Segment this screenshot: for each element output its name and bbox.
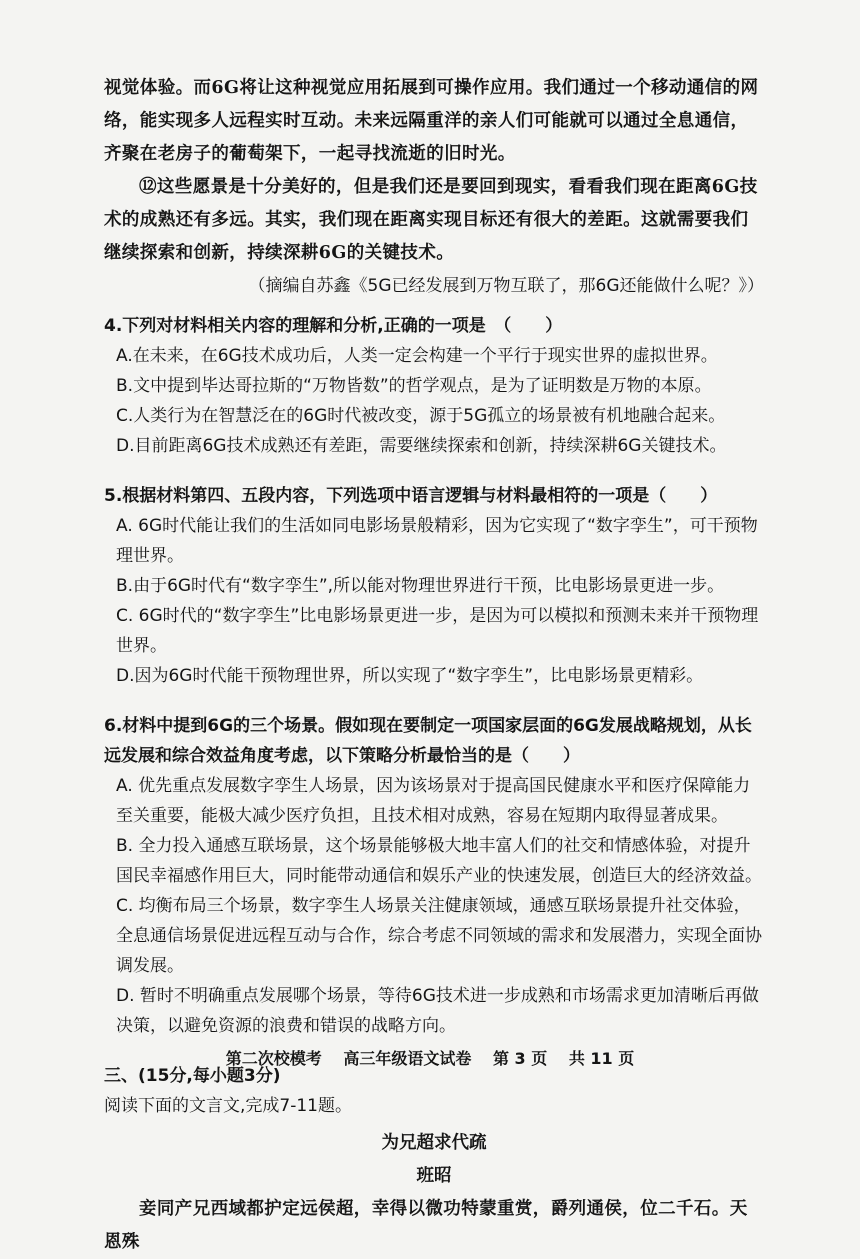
passage-paragraph: 视觉体验。而6G将让这种视觉应用拓展到可操作应用。我们通过一个移动通信的网络，能实现多人远程实时互动。未来远隔重洋的亲人们可能就可以通过全息通信，齐聚在老房子的葡萄架下，一起寻找流逝的旧时光。 bbox=[104, 78, 759, 164]
option-b: B.由于6G时代有“数字孪生”,所以能对物理世界进行干预，比电影场景更进一步。 bbox=[116, 576, 725, 596]
page-footer bbox=[0, 1046, 860, 1069]
question-5 bbox=[104, 481, 764, 691]
option-a: A.在未来，在6G技术成功后，人类一定会构建一个平行于现实世界的虚拟世界。 bbox=[116, 346, 718, 366]
passage-source: （摘编自苏鑫《5G已经发展到万物互联了，那6G还能做什么呢？》） bbox=[248, 276, 764, 296]
option-b: B.文中提到毕达哥拉斯的“万物皆数”的哲学观点，是为了证明数是万物的本原。 bbox=[116, 376, 712, 396]
option-d: D. 暂时不明确重点发展哪个场景，等待6G技术进一步成熟和市场需求更加清晰后再做决策，以避免资源的浪费和错误的战略方向。 bbox=[116, 986, 759, 1036]
option-c: C. 均衡布局三个场景，数字孪生人场景关注健康领域，通感互联场景提升社交体验，全息通信场景促进远程互动与合作，综合考虑不同领域的需求和发展潜力，实现全面协调发展。 bbox=[116, 896, 762, 976]
footer-page: 第 3 页 bbox=[492, 1049, 548, 1068]
question-4 bbox=[104, 311, 764, 461]
footer-paper: 高三年级语文试卷 bbox=[343, 1049, 472, 1068]
option-c: C. 6G时代的“数字孪生”比电影场景更进一步，是因为可以模拟和预测未来并干预物理世界。 bbox=[116, 606, 759, 656]
question-stem: 5.根据材料第四、五段内容，下列选项中语言逻辑与材料最相符的一项是（ ） bbox=[104, 486, 718, 506]
option-a: A. 优先重点发展数字孪生人场景，因为该场景对于提高国民健康水平和医疗保障能力至关重要，能极大减少医疗负担，且技术相对成熟，容易在短期内取得显著成果。 bbox=[116, 776, 751, 826]
footer-total: 共 11 页 bbox=[568, 1049, 635, 1068]
option-d: D.因为6G时代能干预物理世界，所以实现了“数字孪生”，比电影场景更精彩。 bbox=[116, 666, 704, 686]
question-stem: 6.材料中提到6G的三个场景。假如现在要制定一项国家层面的6G发展战略规划，从长远发展和综合效益角度考虑，以下策略分析最恰当的是（ ） bbox=[104, 716, 752, 766]
section-heading: 三、(15分,每小题3分) bbox=[104, 1066, 281, 1086]
section-instruction: 阅读下面的文言文,完成7-11题。 bbox=[104, 1096, 352, 1116]
footer-exam: 第二次校模考 bbox=[225, 1049, 322, 1068]
option-b: B. 全力投入通感互联场景，这个场景能够极大地丰富人们的社交和情感体验，对提升国民幸福感作用巨大，同时能带动通信和娱乐产业的快速发展，创造巨大的经济效益。 bbox=[116, 836, 762, 886]
option-d: D.目前距离6G技术成熟还有差距，需要继续探索和创新，持续深耕6G关键技术。 bbox=[116, 436, 727, 456]
question-6 bbox=[104, 711, 764, 1041]
passage-paragraph: ⑫这些愿景是十分美好的，但是我们还是要回到现实，看看我们现在距离6G技术的成熟还有多远。其实，我们现在距离实现目标还有很大的差距。这就需要我们继续探索和创新，持续深耕6G的关键技术。 bbox=[104, 177, 758, 263]
option-a: A. 6G时代能让我们的生活如同电影场景般精彩，因为它实现了“数字孪生”，可干预物理世界。 bbox=[116, 516, 758, 566]
option-c: C.人类行为在智慧泛在的6G时代被改变，源于5G孤立的场景被有机地融合起来。 bbox=[116, 406, 726, 426]
classical-title: 为兄超求代疏 bbox=[381, 1133, 487, 1153]
classical-author: 班昭 bbox=[416, 1166, 452, 1186]
question-stem: 4.下列对材料相关内容的理解和分析,正确的一项是 （ ） bbox=[104, 316, 563, 336]
classical-text: 妾同产兄西域都护定远侯超，幸得以微功特蒙重赏，爵列通侯，位二千石。天恩殊 bbox=[104, 1199, 748, 1252]
